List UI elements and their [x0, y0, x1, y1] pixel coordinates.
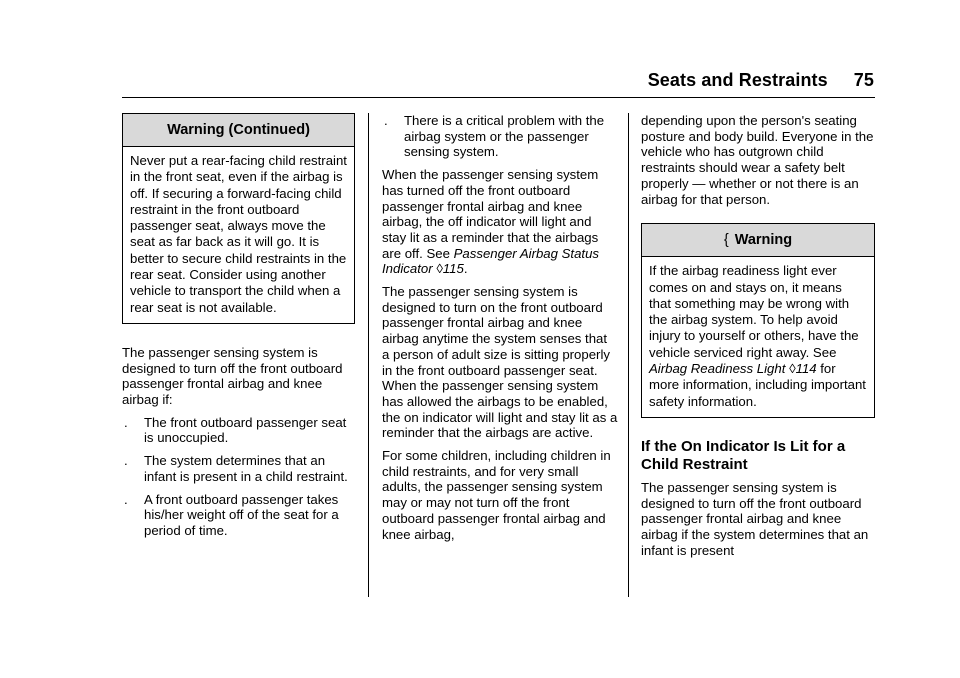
list-item	[122, 492, 355, 539]
paragraph-text: When the passenger sensing system has turned off the front outboard passenger frontal airbag and knee airbag, the off indicator will light and stay lit as a reminder that the airbags are off. See	[382, 167, 599, 261]
page-number: 75	[853, 70, 874, 90]
warning-symbol-icon: {	[723, 232, 729, 249]
section-heading: If the On Indicator Is Lit for a Child Restraint	[641, 437, 846, 473]
list-item	[122, 453, 355, 484]
column-3	[641, 113, 875, 565]
bullet-mark: .	[124, 414, 128, 430]
cross-reference-link[interactable]: Airbag Readiness Light	[649, 361, 786, 376]
list-item-text: The front outboard passenger seat is unoccupied.	[144, 414, 347, 446]
paragraph: The passenger sensing system is designed to turn on the front outboard passenger frontal airbag and knee airbag anytime the system senses that a person of adult size is sitting properly in the front outboard passenger seat. When the passenger sensing system has allowed the airbags to be enabled, the on indicator will light and stay lit as a reminder that the airbags are active.	[382, 284, 618, 441]
bullet-mark: .	[384, 113, 388, 128]
list-item-text: There is a critical problem with the airbag system or the passenger sensing system.	[404, 113, 605, 160]
page-ref-number[interactable]: 114	[795, 361, 817, 376]
page-ref-number[interactable]: 115	[442, 261, 464, 277]
bullet-mark: .	[124, 491, 128, 507]
page-ref-arrow-icon: ◊	[789, 361, 796, 376]
warning-title	[642, 224, 874, 257]
paragraph: The passenger sensing system is designed to turn off the front outboard passenger frontal airbag and knee airbag if the system determines that an infant is present	[641, 479, 869, 558]
list-item-text: The system determines that an infant is present in a child restraint.	[144, 453, 348, 484]
list-item-text: A front outboard passenger takes his/her weight off of the seat for a period of time.	[144, 491, 339, 538]
paragraph: depending upon the person's seating posture and body build. Everyone in the vehicle who has outgrown child restraints should wear a safety belt properly — whether or not there is an airbag for that person.	[641, 113, 874, 207]
paragraph: For some children, including children in child restraints, and for very small adults, the passenger sensing system may or may not turn off the front outboard passenger frontal airbag and knee airbag,	[382, 448, 611, 542]
column-divider-2	[628, 113, 629, 597]
warning-title-text: Warning	[734, 232, 793, 249]
warning-text-part: If the airbag readiness light ever comes on and stays on, it means that something may be wrong with the airbag system. To help avoid injury to yourself or others, have the vehicle serviced right away. See	[649, 263, 859, 360]
bullet-mark: .	[124, 453, 128, 469]
column-1	[122, 113, 355, 546]
punctuation: .	[463, 261, 468, 277]
page-ref-arrow-icon: ◊	[436, 261, 443, 277]
column-divider-1	[368, 113, 369, 597]
list-item	[382, 113, 618, 160]
cross-reference-link[interactable]: Passenger Airbag Status Indicator	[382, 245, 600, 277]
page-header	[0, 70, 874, 91]
warning-text	[642, 257, 874, 417]
paragraph	[382, 167, 618, 277]
section-title: Seats and Restraints	[647, 70, 828, 90]
list-item	[122, 415, 355, 446]
warning-text-part: for more information, including important safety information.	[649, 361, 866, 409]
warning-box-continued	[122, 113, 355, 324]
warning-title: Warning (Continued)	[123, 114, 354, 147]
warning-box	[641, 223, 875, 418]
header-rule	[122, 97, 875, 98]
intro-paragraph: The passenger sensing system is designed to turn off the front outboard passenger frontal airbag and knee airbag if:	[122, 344, 343, 408]
warning-text: Never put a rear-facing child restraint in the front seat, even if the airbag is off. If securing a forward-facing child restraint in the front outboard passenger seat, always move the seat as far back as it will go. It is better to secure child restraints in the rear seat. Consider using another vehicle to transport the child when a rear seat is not available.	[130, 153, 347, 315]
column-2	[382, 113, 618, 549]
